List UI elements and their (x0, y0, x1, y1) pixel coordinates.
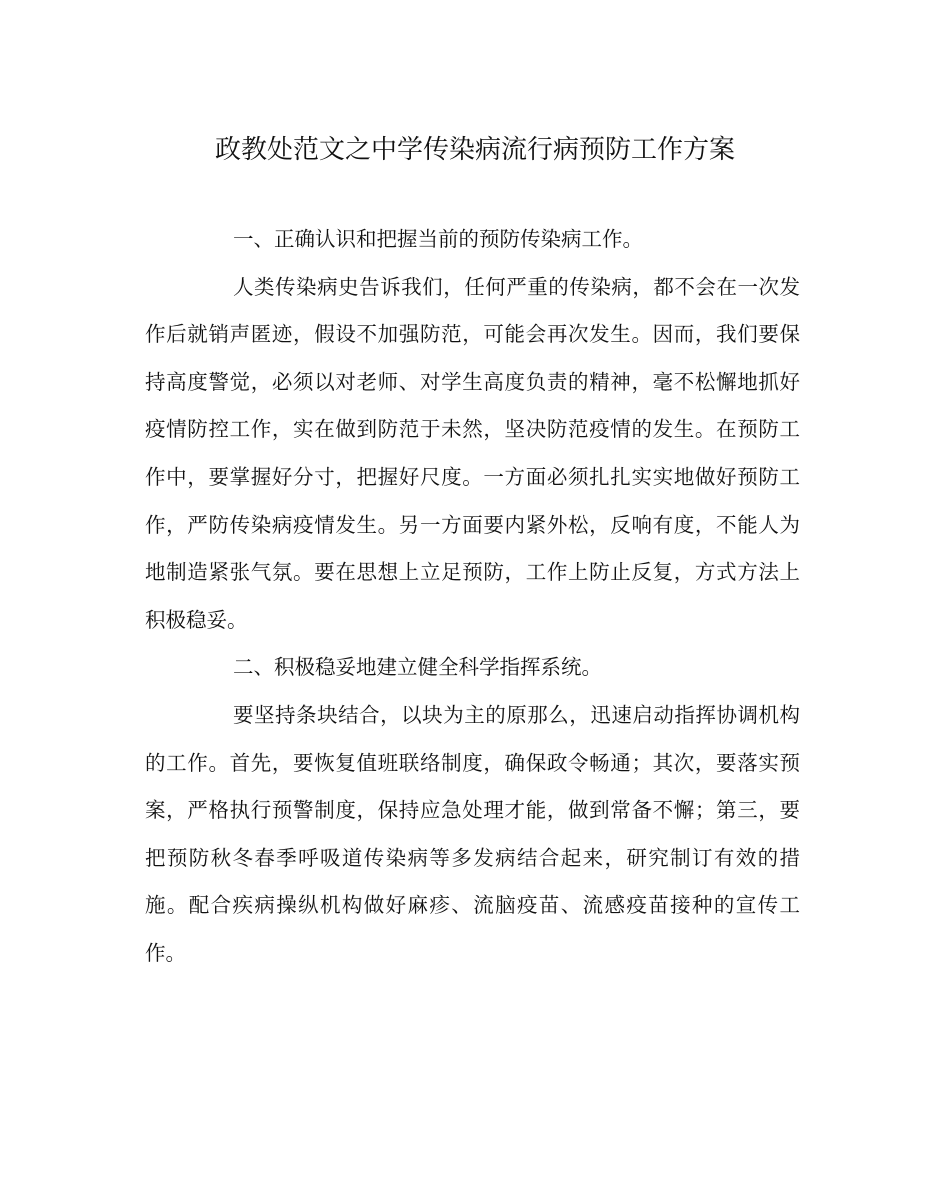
section-2-paragraph: 要坚持条块结合，以块为主的原那么，迅速启动指挥协调机构的工作。首先，要恢复值班联络制度，确保政令畅通；其次，要落实预案，严格执行预警制度，保持应急处理才能，做到常备不懈；第三，要把预防秋冬春季呼吸道传染病等多发病结合起来，研究制订有效的措施。配合疾病操纵机构做好麻疹、流脑疫苗、流感疫苗接种的宣传工作。 (145, 702, 800, 965)
section-1-paragraph: 人类传染病史告诉我们，任何严重的传染病，都不会在一次发作后就销声匿迹，假设不加强防范，可能会再次发生。因而，我们要保持高度警觉，必须以对老师、对学生高度负责的精神，毫不松懈地抓好疫情防控工作，实在做到防范于未然，坚决防范疫情的发生。在预防工作中，要掌握好分寸，把握好尺度。一方面必须扎扎实实地做好预防工作，严防传染病疫情发生。另一方面要内紧外松，反响有度，不能人为地制造紧张气氛。要在思想上立足预防，工作上防止反复，方式方法上积极稳妥。 (145, 274, 800, 632)
document-title: 政教处范文之中学传染病流行病预防工作方案 (214, 135, 735, 165)
document-body (145, 216, 800, 978)
section-2-heading: 二、积极稳妥地建立健全科学指挥系统。 (233, 655, 602, 680)
section-1-heading: 一、正确认识和把握当前的预防传染病工作。 (233, 227, 643, 251)
